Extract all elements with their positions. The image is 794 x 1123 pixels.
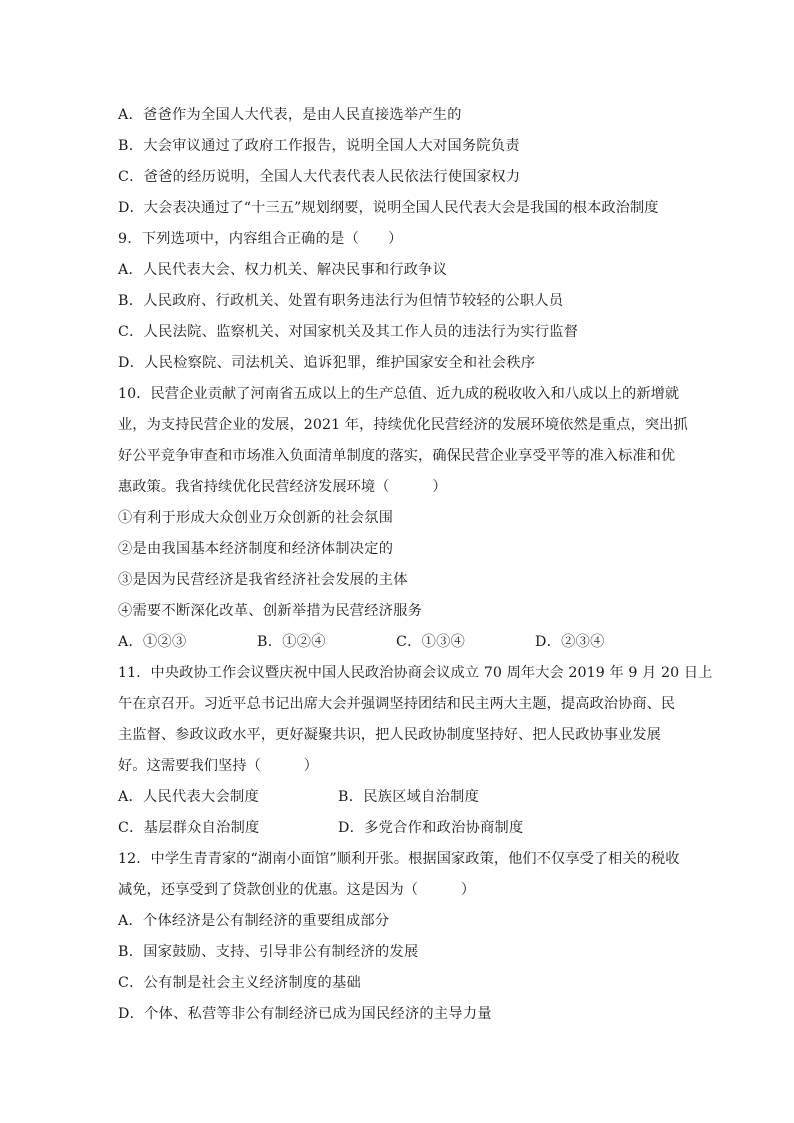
q11-option-c: C．基层群众自治制度 xyxy=(118,820,260,836)
q10-stem-line: 好公平竞争审查和市场准入负面清单制度的落实，确保民营企业享受平等的准入标准和优 xyxy=(118,448,676,464)
q10-statement-2: ②是由我国基本经济制度和经济体制决定的 xyxy=(118,541,394,557)
q10-stem-line: 惠政策。我省持续优化民营经济发展环境（ ） xyxy=(118,479,447,495)
q9-option-c: C．人民法院、监察机关、对国家机关及其工作人员的违法行为实行监督 xyxy=(118,324,579,340)
q11-options-row-2 xyxy=(118,813,678,844)
q9-option-b: B．人民政府、行政机关、处置有职务违法行为但情节较轻的公职人员 xyxy=(118,293,564,309)
q12-stem-line: 12．中学生青青家的“湖南小面馆”顺利开张。根据国家政策，他们不仅享受了相关的税收 xyxy=(118,851,680,867)
q10-option-a: A．①②③ xyxy=(118,634,187,650)
q12-option-a: A．个体经济是公有制经济的重要组成部分 xyxy=(118,913,390,929)
q11-option-a: A．人民代表大会制度 xyxy=(118,789,259,805)
q11-stem-line: 午在京召开。习近平总书记出席大会并强调坚持团结和民主两大主题，提高政治协商、民 xyxy=(118,696,676,712)
q11-stem-line: 11．中央政协工作会议暨庆祝中国人民政治协商会议成立 70 周年大会 2019 年 9 月 20 日上 xyxy=(118,665,713,681)
q8-option-a: A．爸爸作为全国人大代表，是由人民直接选举产生的 xyxy=(118,107,462,123)
q10-statement-1: ①有利于形成大众创业万众创新的社会氛围 xyxy=(118,510,394,526)
q12-option-d: D．个体、私营等非公有制经济已成为国民经济的主导力量 xyxy=(118,1006,492,1022)
q8-option-b: B．大会审议通过了政府工作报告，说明全国人大对国务院负责 xyxy=(118,138,520,154)
q10-stem-line: 业，为支持民营企业的发展，2021 年，持续优化民营经济的发展环境依然是重点，突出抓 xyxy=(118,417,688,433)
q9-option-d: D．人民检察院、司法机关、追诉犯罪，维护国家安全和社会秩序 xyxy=(118,355,536,371)
q11-options-row-1 xyxy=(118,782,678,813)
q10-stem-line: 10．民营企业贡献了河南省五成以上的生产总值、近九成的税收收入和八成以上的新增就 xyxy=(118,386,680,402)
q12-option-c: C．公有制是社会主义经济制度的基础 xyxy=(118,975,361,991)
q11-stem-line: 主监督、参政议政水平，更好凝聚共识，把人民政协制度坚持好、把人民政协事业发展 xyxy=(118,727,661,743)
q10-option-b: B．①②④ xyxy=(257,634,326,650)
q12-option-b: B．国家鼓励、支持、引导非公有制经济的发展 xyxy=(118,944,419,960)
q10-option-d: D．②③④ xyxy=(535,634,605,650)
q11-option-b: B．民族区域自治制度 xyxy=(338,789,480,805)
q10-options-row xyxy=(118,627,678,658)
q11-stem-line: 好。这需要我们坚持（ ） xyxy=(118,758,319,774)
q10-option-c: C．①③④ xyxy=(396,634,466,650)
q11-option-d: D．多党合作和政治协商制度 xyxy=(338,820,524,836)
q10-statement-3: ③是因为民营经济是我省经济社会发展的主体 xyxy=(118,572,408,588)
q9-stem: 9．下列选项中，内容组合正确的是（ ） xyxy=(118,231,403,247)
q8-option-c: C．爸爸的经历说明，全国人大代表代表人民依法行使国家权力 xyxy=(118,169,521,185)
exam-page xyxy=(118,100,713,1030)
q10-statement-4: ④需要不断深化改革、创新举措为民营经济服务 xyxy=(118,603,423,619)
q9-option-a: A．人民代表大会、权力机关、解决民事和行政争议 xyxy=(118,262,448,278)
q12-stem-line: 减免，还享受到了贷款创业的优惠。这是因为（ ） xyxy=(118,882,476,898)
q8-option-d: D．大会表决通过了“十三五”规划纲要，说明全国人民代表大会是我国的根本政治制度 xyxy=(118,200,659,216)
